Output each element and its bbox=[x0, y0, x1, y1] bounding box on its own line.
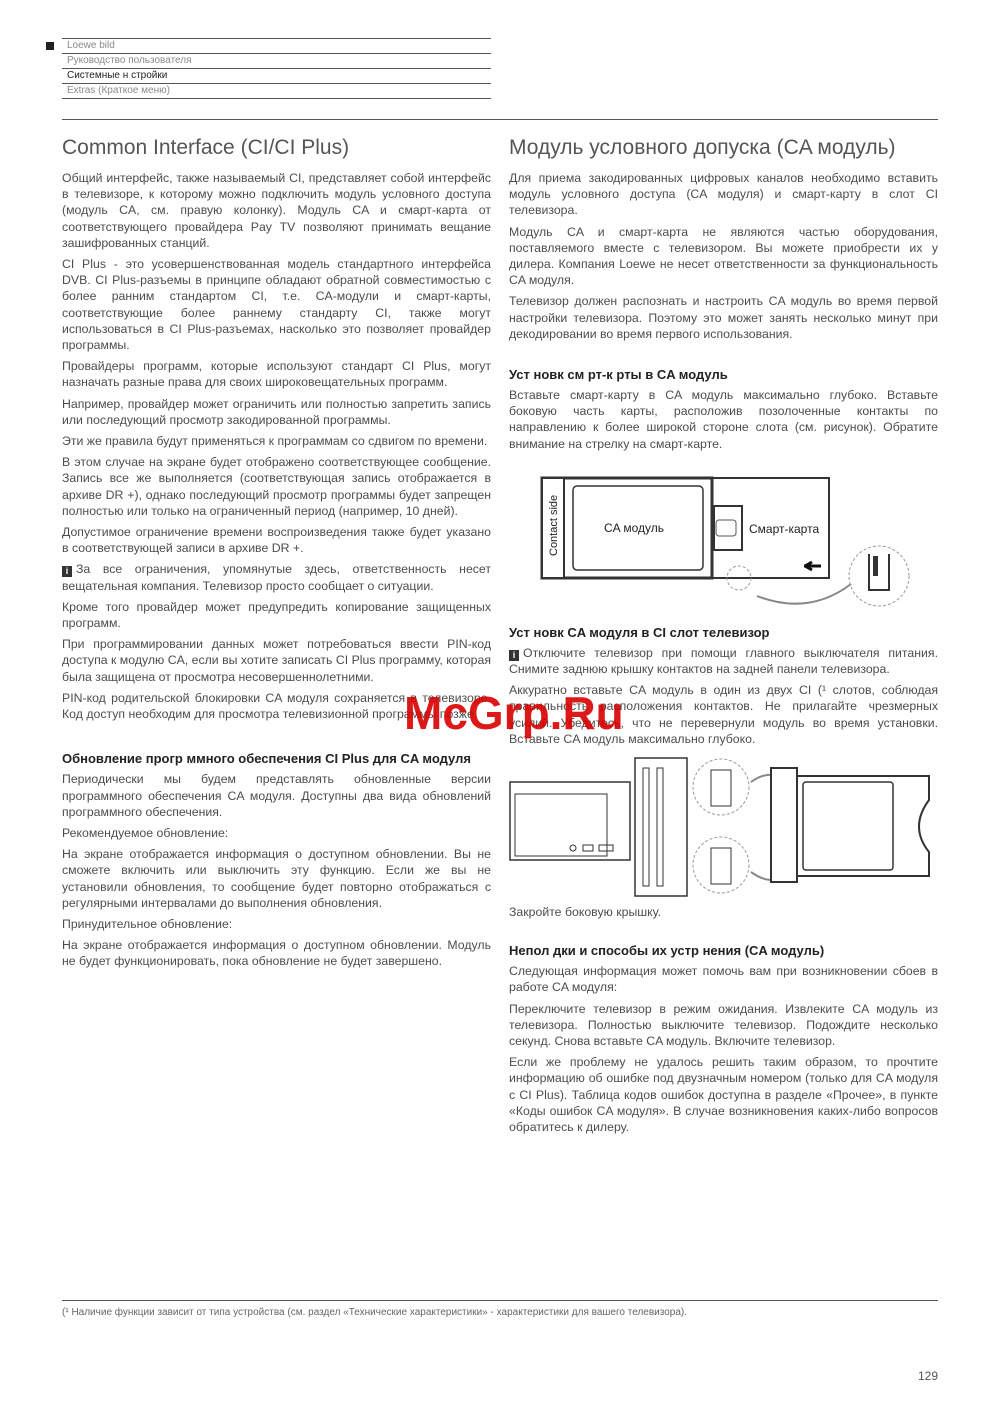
ca-module-outline bbox=[797, 776, 929, 876]
paragraph: Вставьте смарт-карту в CA модуль максимально глубоко. Вставьте боковую часть карты, расположив позолоченные контакты по направлению к более широкой стороне слота (см. рисунок). Обратите внимание на стрелку на смарт-карте. bbox=[509, 388, 938, 451]
info-icon: i bbox=[509, 650, 519, 661]
zoom-circle bbox=[849, 546, 909, 606]
nav-item-loewe-bild[interactable]: Loewe bild bbox=[62, 38, 491, 53]
update-heading: Обновление прогр ммного обеспечения CI Plus для CA модуля bbox=[62, 751, 471, 767]
paragraph: На экране отображается информация о доступном обновлении. Вы не сможете включить или выключить эту функцию. Если же вы не установили обновления, то сообщение будет повторно отображаться с регулярными интервалами до выполнения обновления. bbox=[62, 847, 491, 910]
info-text: За все ограничения, упомянутые здесь, ответственность несет вещательная компания. Телевизор просто сообщает о ситуации. bbox=[62, 562, 491, 593]
module-installation-figure bbox=[509, 752, 938, 900]
module-window bbox=[803, 782, 893, 870]
smartcard-insertion-figure bbox=[509, 466, 938, 616]
info-text: Отключите телевизор при помощи главного выключателя питания. Снимите заднюю крышку контактов на задней панели телевизора. bbox=[509, 645, 938, 677]
paragraph: Эти же правила будут применяться к программам со сдвигом по времени. bbox=[62, 434, 488, 449]
paragraph: Телевизор должен распознать и настроить CA модуль во время первой настройки телевизора. Поэтому это может занять несколько минут при декодировании во время первого использования. bbox=[509, 294, 938, 341]
page-number: 129 bbox=[917, 1369, 938, 1383]
card-notch bbox=[714, 506, 742, 550]
paragraph: CI Plus - это усовершенствованная модель стандартного интерфейса DVB. CI Plus-разъемы в принципе обладают обратной совместимостью с более ранним стандартом CI, т.е. CA-модули и смарт-карты, соответствующие более раннему стандарту CI, также могут использоваться в CI Plus-разъемах, насколько это позволяет провайдер программы. bbox=[62, 257, 491, 353]
paragraph: Аккуратно вставьте CA модуль в один из двух CI (¹ слотов, соблюдая правильность расположения контактов. Не прилагайте чрезмерных усилий. Убедитесь, что не перевернули модуль во время установки. Вставьте CA модуль максимально глубоко. bbox=[509, 683, 938, 746]
nav-item-extras[interactable]: Extras (Краткое меню) bbox=[62, 83, 491, 99]
smartcard-heading: Уст новк см рт-к рты в CA модуль bbox=[509, 367, 728, 383]
paragraph: Например, провайдер может ограничить или полностью запретить запись или последующий просмотр закодированной программы. bbox=[62, 396, 491, 427]
install-info-paragraph bbox=[509, 645, 938, 677]
paragraph: В этом случае на экране будет отображено соответствующее сообщение. Запись все же выполняется (соответствующая запись отображается в архиве DR +), однако последующий просмотр программы будет запрещен полностью или только на ограниченный период (например, 10 дней). bbox=[62, 455, 491, 518]
nav-item-user-guide[interactable]: Руководство пользователя bbox=[62, 53, 491, 68]
paragraph: Переключите телевизор в режим ожидания. Извлеките CA модуль из телевизора. Полностью выключите телевизор. Подождите несколько секунд. Снова вставьте CA модуль. Включите телевизор. bbox=[509, 1001, 938, 1049]
paragraph: Для приема закодированных цифровых каналов необходимо вставить модуль условного доступа (CA модуля) и смарт-карту в слот CI телевизора. bbox=[509, 171, 938, 218]
contact-side-label: Contact side bbox=[548, 494, 560, 556]
connector-detail bbox=[711, 770, 731, 806]
info-icon: i bbox=[62, 566, 72, 577]
smartcard-label: Смарт-карта bbox=[749, 521, 820, 536]
info-paragraph bbox=[62, 561, 491, 593]
ca-module-edge bbox=[771, 768, 797, 882]
paragraph: Кроме того провайдер может предупредить копирование защищенных программ. bbox=[62, 599, 491, 631]
connector-detail bbox=[711, 848, 731, 884]
paragraph: Общий интерфейс, также называемый CI, представляет собой интерфейс в телевизоре, к которому можно подключить модуль условного доступа (модуль CA, см. правую колонку). Модуль CA и смарт-карта от соответствующего провайдера Pay TV позволяют принимать вещание зашифрованных станций. bbox=[62, 171, 491, 250]
nav-item-system-settings[interactable]: Системные н стройки bbox=[62, 68, 491, 83]
ca-module-title: Модуль условного допуска (CA модуль) bbox=[509, 136, 896, 159]
footnote-divider bbox=[62, 1300, 938, 1301]
paragraph: На экране отображается информация о доступном обновлении. Модуль не будет функционировать, пока обновление не будет завершено. bbox=[62, 938, 491, 969]
paragraph: Провайдеры программ, которые используют стандарт CI Plus, могут назначать разные права для своих широковещательных программ. bbox=[62, 359, 491, 390]
paragraph: Закройте боковую крышку. bbox=[509, 905, 662, 920]
footnote: (¹ Наличие функции зависит от типа устройства (см. раздел «Технические характеристики» - характеристики для вашего телевизора). bbox=[62, 1307, 688, 1318]
nav-bullet bbox=[46, 42, 54, 50]
card-edge-fill bbox=[873, 556, 878, 576]
card-edge-detail bbox=[869, 554, 889, 590]
ci-title: Common Interface (CI/CI Plus) bbox=[62, 136, 350, 159]
paragraph: При программировании данных может потребоваться ввести PIN-код доступа к модулю CA, если вы хотите записать CI Plus программу, которая была защищена от просмотра несовершеннолетними. bbox=[62, 637, 491, 684]
insert-arrow-icon bbox=[804, 562, 821, 570]
breadcrumb-nav bbox=[62, 38, 491, 99]
top-divider bbox=[62, 119, 938, 120]
left-column bbox=[62, 134, 491, 975]
paragraph: Допустимое ограничение времени воспроизведения также будет указано в соответствующей записи в архиве DR +. bbox=[62, 525, 491, 556]
paragraph: Периодически мы будем представлять обновленные версии программного обеспечения CA модуля. Доступны два вида обновлений программного обеспечения. bbox=[62, 772, 491, 819]
detail-arrow bbox=[757, 584, 851, 604]
watermark: McGrp.Ru bbox=[404, 687, 624, 739]
paragraph: Рекомендуемое обновление: bbox=[62, 825, 229, 840]
paragraph: Если же проблему не удалось решить таким образом, то прочтите информацию об ошибке под двузначным номером (только для CA модуля с CI Plus). Таблица кодов ошибок доступна в разделе «Прочее», в пункте «Коды ошибок CA модуля». В случае возникновения каких-либо вопросов обратитесь к дилеру. bbox=[509, 1055, 938, 1135]
trouble-heading: Непол дки и способы их устр нения (CA модуль) bbox=[509, 943, 825, 959]
install-heading: Уст новк CA модуля в CI слот телевизор bbox=[509, 624, 770, 640]
right-column bbox=[509, 134, 938, 1140]
paragraph: Модуль CA и смарт-карта не являются частью оборудования, поставляемого вместе с телевизором. Вы можете приобрести их у дилера. Компания Loewe не несет ответственности за функциональность CA модуля. bbox=[509, 224, 938, 288]
paragraph: PIN-код родительской блокировки CA модуля сохраняется в телевизоре. Код доступ необходим для просмотра телевизионной программы позже. bbox=[62, 690, 491, 722]
paragraph: Принудительное обновление: bbox=[62, 916, 233, 931]
ca-module-label: CA модуль bbox=[604, 520, 664, 535]
paragraph: Следующая информация может помочь вам при возникновении сбоев в работе CA модуля: bbox=[509, 964, 938, 995]
